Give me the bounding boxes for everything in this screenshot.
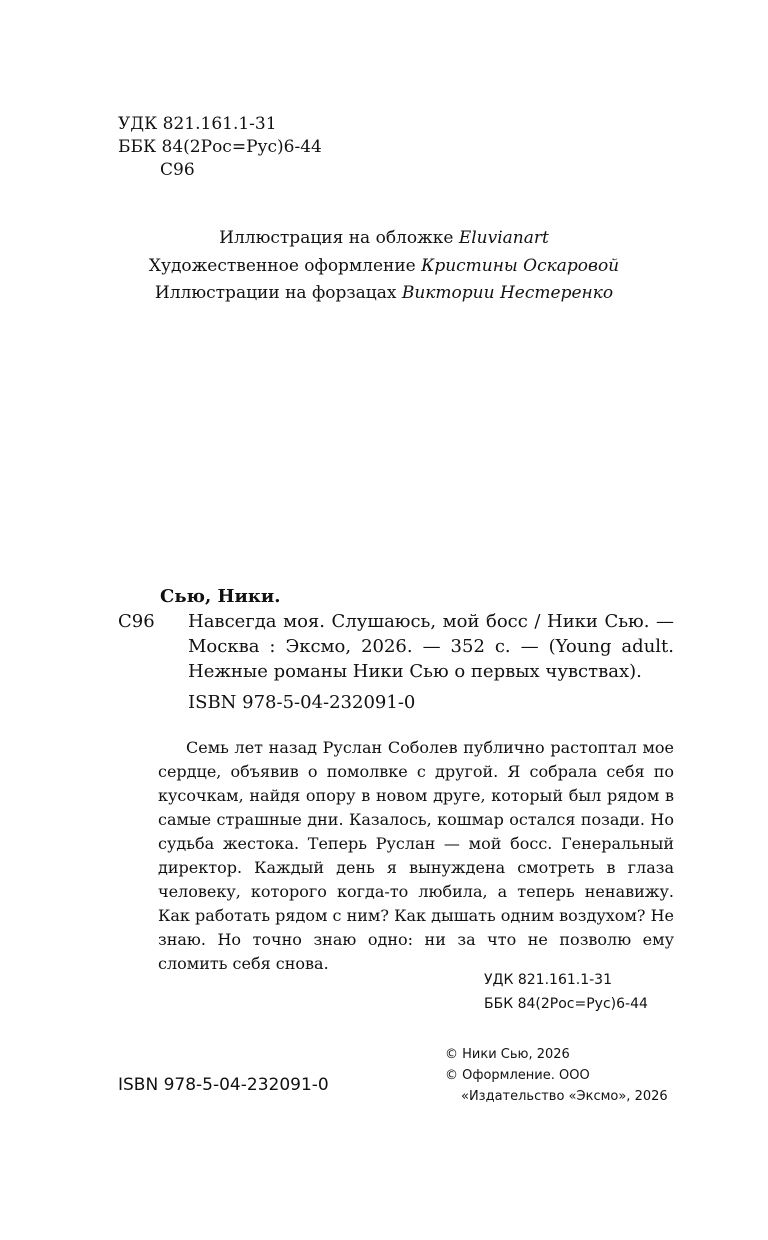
credit-endpapers-role: Иллюстрации на форзацах — [154, 283, 402, 303]
udk-code-bottom: УДК 821.161.1-31 — [484, 972, 612, 988]
credit-cover — [0, 225, 768, 253]
copyright-author: © Ники Сью, 2026 — [445, 1047, 570, 1062]
credit-design-name: Кристины Оскаровой — [421, 255, 620, 276]
credit-design-role: Художественное оформление — [148, 255, 422, 276]
copyright-block — [445, 1044, 668, 1107]
credit-cover-role: Иллюстрация на обложке — [219, 228, 459, 248]
credit-design — [0, 253, 768, 281]
classification-bottom — [484, 968, 648, 1016]
copyright-publisher: «Издательство «Эксмо», 2026 — [461, 1089, 668, 1104]
entry-author-mark: С96 — [118, 611, 155, 632]
annotation-text: Семь лет назад Руслан Соболев публично растоптал мое сердце, объявив о помолвке с другой. Я собрала себя по кусочкам, найдя опору в новом друге, который был рядом в самые страшные дни. Казалось, кошмар остался позади. Но судьба жестока. Теперь Руслан — мой босс. Генеральный директор. Каждый день я вынуждена смотреть в глаза человеку, которого когда-то любила, а теперь ненавижу. Как работать рядом с ним? Как дышать одним воздухом? Не знаю. Но точно знаю одно: ни за что не позволю ему сломить себя снова. — [158, 738, 674, 973]
author-mark: С96 — [160, 160, 195, 180]
classification-top — [118, 113, 322, 182]
bibliographic-entry — [118, 609, 674, 684]
bibliographic-record — [118, 584, 674, 715]
credit-endpapers-name: Виктории Нестеренко — [401, 283, 614, 303]
udk-code: УДК 821.161.1-31 — [118, 114, 277, 134]
entry-description: Навсегда моя. Слушаюсь, мой босс / Ники Сью. — Москва : Эксмо, 2026. — 352 с. — (Young adult. Нежные романы Ники Сью о первых чувствах). — [188, 611, 674, 682]
entry-isbn: ISBN 978-5-04-232091-0 — [188, 692, 416, 713]
bbk-code: ББК 84(2Рос=Рус)6-44 — [118, 137, 322, 157]
isbn-bottom: ISBN 978-5-04-232091-0 — [118, 1075, 329, 1095]
copyright-design: © Оформление. ООО — [445, 1068, 590, 1083]
book-author: Сью, Ники. — [160, 586, 281, 607]
credits-block — [0, 225, 768, 308]
credit-endpapers — [0, 280, 768, 308]
bbk-code-bottom: ББК 84(2Рос=Рус)6-44 — [484, 996, 648, 1012]
credit-cover-name: Eluvianart — [458, 228, 549, 248]
